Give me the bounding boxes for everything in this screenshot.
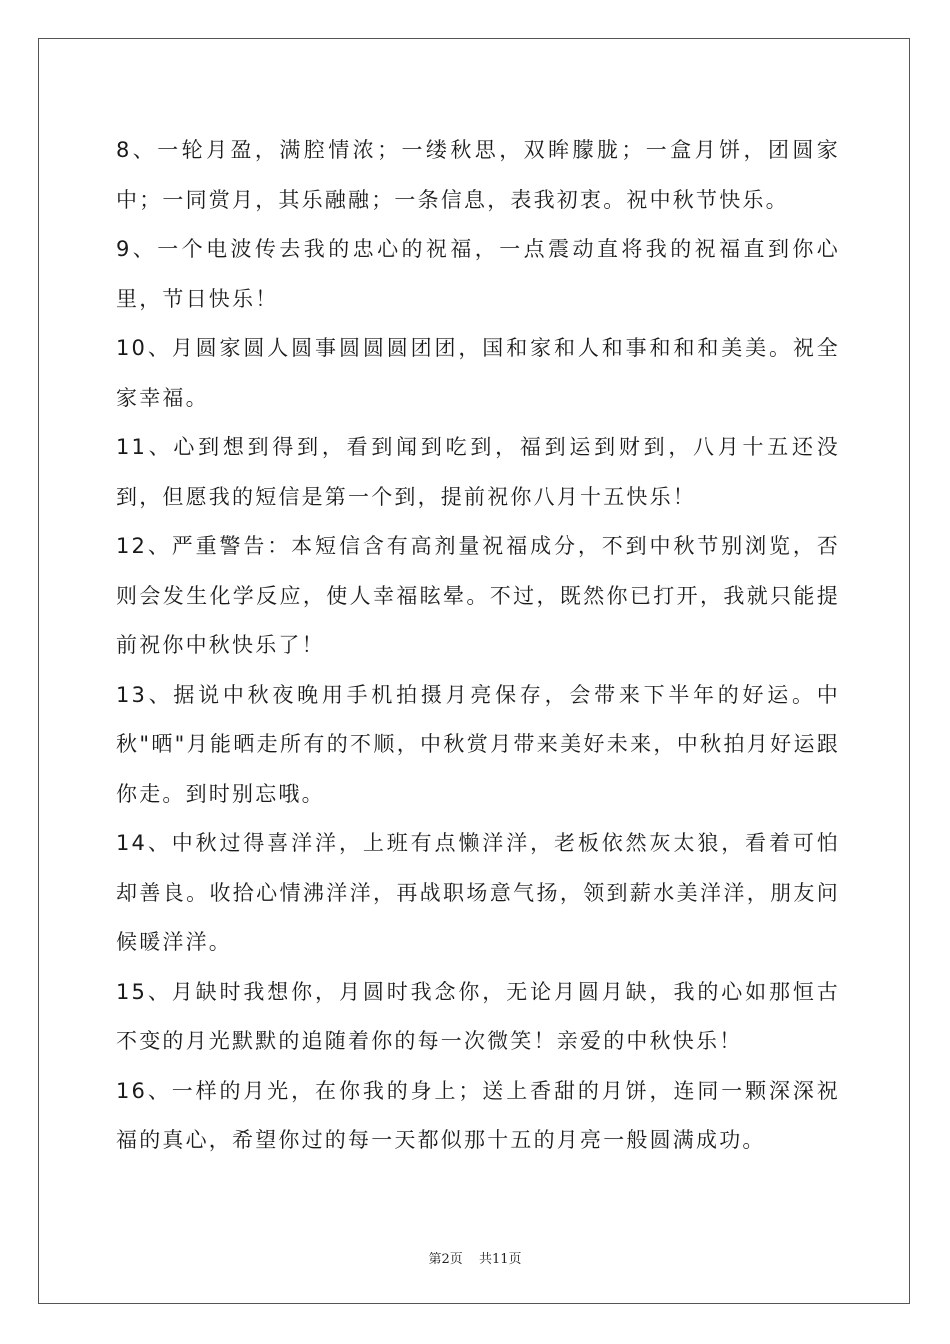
total-page-count: 共11页 — [478, 1252, 522, 1267]
paragraph-11: 11、心到想到得到，看到闻到吃到，福到运到财到，八月十五还没到，但愿我的短信是第一个到，提前祝你八月十五快乐！ — [116, 435, 840, 509]
paragraph-12: 12、严重警告：本短信含有高剂量祝福成分，不到中秋节别浏览，否则会发生化学反应，使人幸福眩晕。不过，既然你已打开，我就只能提前祝你中秋快乐了！ — [116, 534, 840, 657]
page-footer — [0, 1248, 950, 1267]
paragraph-14: 14、中秋过得喜洋洋，上班有点懒洋洋，老板依然灰太狼，看着可怕却善良。收拾心情沸洋洋，再战职场意气扬，领到薪水美洋洋，朋友问候暖洋洋。 — [116, 831, 840, 954]
paragraph-13: 13、据说中秋夜晚用手机拍摄月亮保存，会带来下半年的好运。中秋"晒"月能晒走所有的不顺，中秋赏月带来美好未来，中秋拍月好运跟你走。到时别忘哦。 — [116, 682, 840, 806]
paragraph-15: 15、月缺时我想你，月圆时我念你，无论月圆月缺，我的心如那恒古不变的月光默默的追随着你的每一次微笑！亲爱的中秋快乐！ — [116, 979, 840, 1053]
paragraph-8: 8、一轮月盈，满腔情浓；一缕秋思，双眸朦胧；一盒月饼，团圆家中；一同赏月，其乐融融；一条信息，表我初衷。祝中秋节快乐。 — [116, 138, 840, 212]
current-page-number: 第2页 — [428, 1252, 463, 1267]
document-body — [116, 126, 840, 1166]
paragraph-16: 16、一样的月光，在你我的身上；送上香甜的月饼，连同一颗深深祝福的真心，希望你过的每一天都似那十五的月亮一般圆满成功。 — [116, 1078, 840, 1152]
paragraph-9: 9、一个电波传去我的忠心的祝福，一点震动直将我的祝福直到你心里，节日快乐！ — [116, 237, 840, 311]
paragraph-10: 10、月圆家圆人圆事圆圆圆团团，国和家和人和事和和和美美。祝全家幸福。 — [116, 336, 840, 410]
